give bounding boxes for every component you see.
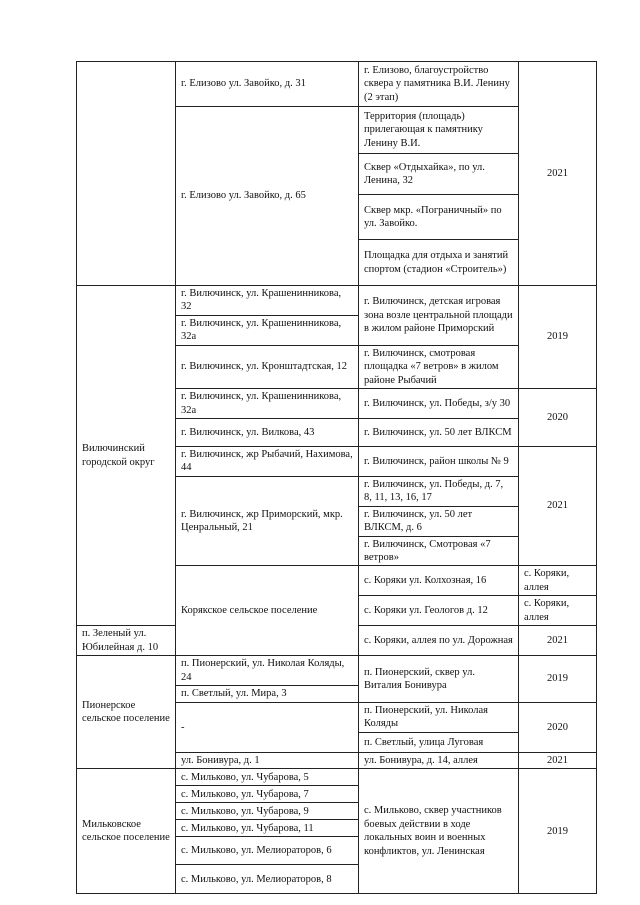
- address-cell: г. Вилючинск, ул. Крашенинникова, 32а: [176, 389, 359, 419]
- municipality-name: Корякское сельское поселение: [176, 566, 359, 656]
- year-cell: 2021: [519, 752, 597, 768]
- object-cell: Сквер мкр. «Пограничный» по ул. Завойко.: [359, 195, 519, 240]
- address-cell: г. Вилючинск, жр Приморский, мкр. Ценральный, 21: [176, 476, 359, 566]
- address-cell: с. Мильково, ул. Чубарова, 5: [176, 769, 359, 786]
- object-cell: Сквер «Отдыхайка», по ул. Ленина, 32: [359, 154, 519, 195]
- object-cell: г. Елизово, благоустройство сквера у памятника В.И. Ленину (2 этап): [359, 62, 519, 107]
- object-cell: Площадка для отдыха и занятий спортом (стадион «Строитель»): [359, 240, 519, 286]
- year-cell: 2020: [519, 389, 597, 447]
- address-cell: с. Коряки ул. Колхозная, 16: [359, 566, 519, 596]
- year-cell: 2019: [519, 656, 597, 703]
- table-row: [77, 769, 597, 786]
- table-row: [77, 286, 597, 316]
- object-cell: с. Коряки, аллея: [519, 596, 597, 626]
- address-cell: г. Вилючинск, ул. Крашенинникова, 32: [176, 286, 359, 316]
- address-cell: -: [176, 702, 359, 752]
- year-cell: 2021: [519, 62, 597, 286]
- object-cell: г. Вилючинск, ул. Победы, з/у 30: [359, 389, 519, 419]
- object-cell: г. Вилючинск, ул. 50 лет ВЛКСМ, д. 6: [359, 506, 519, 536]
- address-cell: с. Мильково, ул. Чубарова, 7: [176, 786, 359, 803]
- object-cell: п. Пионерский, ул. Николая Коляды: [359, 702, 519, 732]
- address-cell: с. Мильково, ул. Мелиораторов, 8: [176, 865, 359, 894]
- object-cell: г. Вилючинск, смотровая площадка «7 ветров» в жилом районе Рыбачий: [359, 345, 519, 388]
- object-cell: г. Вилючинск, ул. Победы, д. 7, 8, 11, 13, 16, 17: [359, 476, 519, 506]
- municipality-name: Мильковское сельское поселение: [77, 769, 176, 894]
- municipality-name: Вилючинский городской округ: [77, 286, 176, 626]
- object-cell: г. Вилючинск, Смотровая «7 ветров»: [359, 536, 519, 566]
- object-cell: п. Светлый, улица Луговая: [359, 732, 519, 752]
- address-cell: г. Елизово ул. Завойко, д. 31: [176, 62, 359, 107]
- year-cell: 2021: [519, 626, 597, 656]
- address-cell: с. Мильково, ул. Чубарова, 11: [176, 820, 359, 837]
- year-cell: 2019: [519, 769, 597, 894]
- address-cell: п. Светлый, ул. Мира, 3: [176, 685, 359, 702]
- object-cell: г. Вилючинск, детская игровая зона возле центральной площади в жилом районе Приморский: [359, 286, 519, 346]
- object-cell: г. Вилючинск, район школы № 9: [359, 446, 519, 476]
- address-cell: г. Вилючинск, ул. Крашенинникова, 32а: [176, 315, 359, 345]
- table-row: [77, 62, 597, 107]
- address-cell: г. Вилючинск, ул. Кронштадтская, 12: [176, 345, 359, 388]
- year-cell: 2021: [519, 446, 597, 566]
- year-cell: 2020: [519, 702, 597, 752]
- address-cell: с. Коряки ул. Геологов д. 12: [359, 596, 519, 626]
- address-cell: ул. Бонивура, д. 1: [176, 752, 359, 768]
- address-cell: п. Пионерский, ул. Николая Коляды, 24: [176, 656, 359, 686]
- object-cell: с. Мильково, сквер участников боевых действии в ходе локальных воин и военных конфликтов, ул. Ленинская: [359, 769, 519, 894]
- improvement-objects-table: [76, 61, 597, 894]
- object-cell: п. Пионерский, сквер ул. Виталия Бонивура: [359, 656, 519, 703]
- address-cell: п. Зеленый ул. Юбилейная д. 10: [77, 626, 176, 656]
- address-cell: с. Мильково, ул. Чубарова, 9: [176, 803, 359, 820]
- address-cell: г. Вилючинск, жр Рыбачий, Нахимова, 44: [176, 446, 359, 476]
- municipality-name: Пионерское сельское поселение: [77, 656, 176, 769]
- object-cell: с. Коряки, аллея: [519, 566, 597, 596]
- municipality-cell: [77, 62, 176, 286]
- object-cell: ул. Бонивура, д. 14, аллея: [359, 752, 519, 768]
- object-cell: с. Коряки, аллея по ул. Дорожная: [359, 626, 519, 656]
- address-cell: г. Вилючинск, ул. Вилкова, 43: [176, 418, 359, 446]
- table-row: [77, 656, 597, 686]
- address-cell: с. Мильково, ул. Мелиораторов, 6: [176, 837, 359, 865]
- object-cell: г. Вилючинск, ул. 50 лет ВЛКСМ: [359, 418, 519, 446]
- object-cell: Территория (площадь) прилегающая к памятнику Ленину В.И.: [359, 107, 519, 154]
- address-cell: г. Елизово ул. Завойко, д. 65: [176, 107, 359, 286]
- year-cell: 2019: [519, 286, 597, 389]
